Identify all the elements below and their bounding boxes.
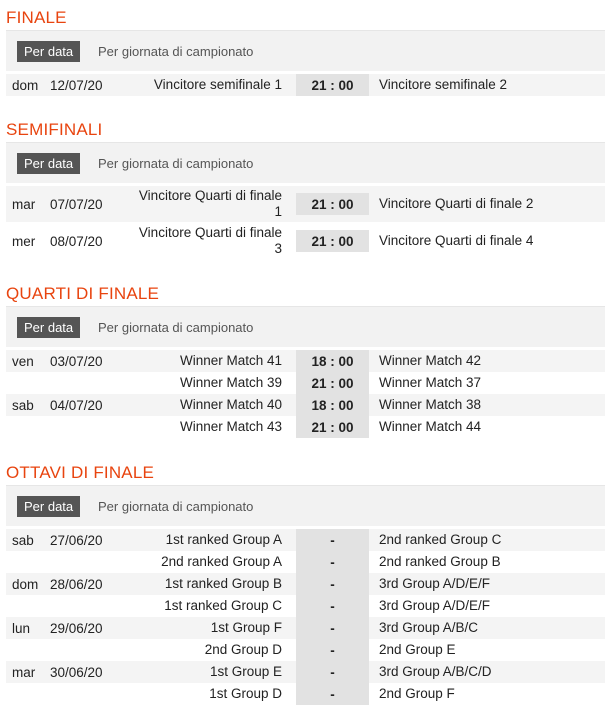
match-score[interactable]: - (296, 551, 369, 573)
away-team: 2nd ranked Group C (379, 532, 502, 547)
match-row[interactable] (6, 394, 605, 416)
match-date: 03/07/20 (50, 353, 103, 369)
match-day: mar (12, 196, 36, 212)
match-date: 12/07/20 (50, 77, 103, 93)
match-score[interactable]: 21 : 00 (296, 193, 369, 215)
home-team: Winner Match 41 (179, 353, 282, 368)
match-score[interactable]: 21 : 00 (296, 74, 369, 96)
match-row[interactable] (6, 617, 605, 639)
match-row[interactable] (6, 416, 605, 438)
tab-bar (6, 486, 605, 526)
tab-bar (6, 31, 605, 71)
away-team: Winner Match 44 (379, 419, 482, 434)
away-team: 3rd Group A/B/C/D (379, 664, 492, 679)
home-team: 1st ranked Group C (164, 598, 282, 613)
match-score[interactable]: - (296, 529, 369, 551)
match-date: 28/06/20 (50, 576, 103, 592)
tab-by-matchday[interactable]: Per giornata di campionato (98, 156, 254, 171)
away-team: Winner Match 42 (379, 353, 482, 368)
home-team: 2nd ranked Group A (161, 554, 282, 569)
away-team: 2nd Group E (379, 642, 456, 657)
section-title: FINALE (6, 8, 67, 27)
match-score[interactable]: - (296, 595, 369, 617)
match-day: dom (12, 576, 39, 592)
match-score[interactable]: - (296, 639, 369, 661)
match-day: dom (12, 77, 39, 93)
home-team: 1st Group E (209, 664, 282, 679)
away-team: 3rd Group A/D/E/F (379, 598, 491, 613)
away-team: Winner Match 37 (379, 375, 482, 390)
match-score[interactable]: 18 : 00 (296, 394, 369, 416)
match-row[interactable] (6, 661, 605, 683)
match-score[interactable]: 21 : 00 (296, 372, 369, 394)
match-row[interactable] (6, 186, 605, 222)
home-team: 1st Group F (210, 620, 282, 635)
match-score[interactable]: - (296, 661, 369, 683)
tab-by-matchday[interactable]: Per giornata di campionato (98, 320, 254, 335)
home-team: 1st ranked Group B (164, 576, 282, 591)
home-team: Winner Match 39 (179, 375, 282, 390)
away-team: Winner Match 38 (379, 397, 482, 412)
match-row[interactable] (6, 372, 605, 394)
tab-bar (6, 307, 605, 347)
section-title: OTTAVI DI FINALE (6, 463, 155, 482)
away-team: 2nd ranked Group B (379, 554, 501, 569)
match-row[interactable] (6, 639, 605, 661)
match-row[interactable] (6, 529, 605, 551)
match-date: 30/06/20 (50, 664, 103, 680)
tab-by-date[interactable]: Per data (17, 41, 80, 62)
match-date: 29/06/20 (50, 620, 103, 636)
tab-by-date[interactable]: Per data (17, 317, 80, 338)
away-team: Vincitore Quarti di finale 2 (379, 196, 534, 211)
away-team: 3rd Group A/B/C (379, 620, 479, 635)
match-row[interactable] (6, 683, 605, 705)
home-team: Winner Match 43 (179, 419, 282, 434)
tab-by-matchday[interactable]: Per giornata di campionato (98, 499, 254, 514)
home-team: Vincitore Quarti di finale 3 (138, 225, 282, 256)
away-team: Vincitore Quarti di finale 4 (379, 233, 534, 248)
match-row[interactable] (6, 551, 605, 573)
tab-bar (6, 143, 605, 183)
match-row[interactable] (6, 350, 605, 372)
section-title: QUARTI DI FINALE (6, 284, 160, 303)
tab-by-matchday[interactable]: Per giornata di campionato (98, 44, 254, 59)
match-score[interactable]: 21 : 00 (296, 230, 369, 252)
match-score[interactable]: - (296, 617, 369, 639)
tab-by-date[interactable]: Per data (17, 496, 80, 517)
home-team: Vincitore Quarti di finale 1 (138, 188, 282, 219)
match-date: 07/07/20 (50, 196, 103, 212)
match-day: lun (12, 620, 31, 636)
match-day: sab (12, 532, 34, 548)
tab-by-date[interactable]: Per data (17, 153, 80, 174)
match-row[interactable] (6, 223, 605, 259)
match-day: mar (12, 664, 36, 680)
away-team: 3rd Group A/D/E/F (379, 576, 491, 591)
away-team: Vincitore semifinale 2 (379, 77, 508, 92)
match-date: 04/07/20 (50, 397, 103, 413)
home-team: Winner Match 40 (179, 397, 282, 412)
match-score[interactable]: - (296, 683, 369, 705)
match-date: 08/07/20 (50, 233, 103, 249)
match-date: 27/06/20 (50, 532, 103, 548)
match-score[interactable]: 21 : 00 (296, 416, 369, 438)
away-team: 2nd Group F (379, 686, 455, 701)
match-day: sab (12, 397, 34, 413)
match-row[interactable] (6, 595, 605, 617)
home-team: Vincitore semifinale 1 (153, 77, 282, 92)
match-day: mer (12, 233, 36, 249)
match-score[interactable]: 18 : 00 (296, 350, 369, 372)
match-score[interactable]: - (296, 573, 369, 595)
home-team: 1st Group D (209, 686, 282, 701)
section-title: SEMIFINALI (6, 120, 103, 139)
home-team: 2nd Group D (204, 642, 282, 657)
match-row[interactable] (6, 573, 605, 595)
match-row[interactable] (6, 74, 605, 96)
home-team: 1st ranked Group A (165, 532, 282, 547)
match-day: ven (12, 353, 34, 369)
